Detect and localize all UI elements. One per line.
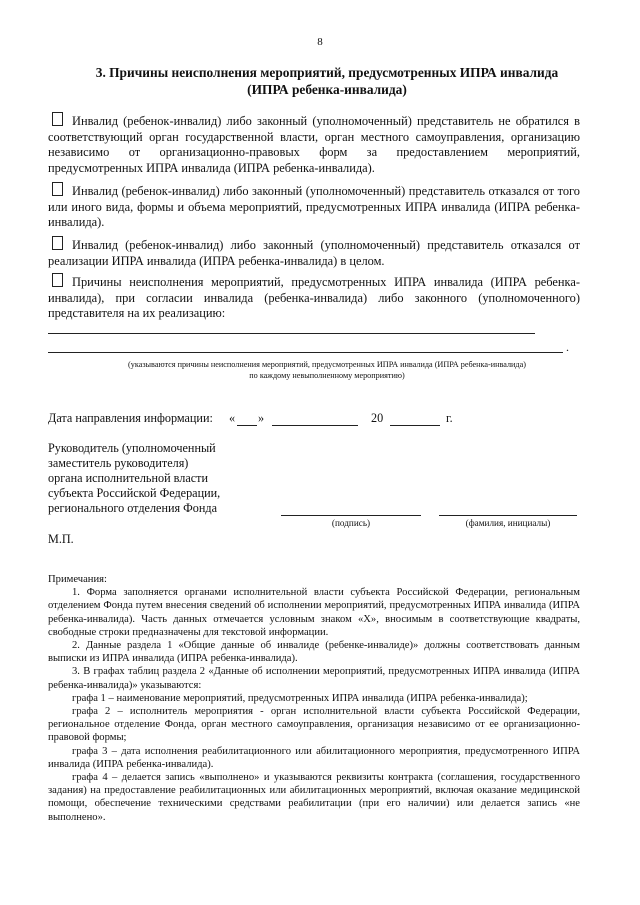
head-line: заместитель руководителя) [48,456,189,470]
page-number: 8 [317,36,323,48]
stamp-label: М.П. [48,532,74,546]
date-label: Дата направления информации: [48,411,213,425]
reasons-caption-line-1: (указываются причины неисполнения мероприятий, предусмотренных ИПРА инвалида (ИПРА ребенка-инвалида) [128,360,526,369]
section-title [40,64,614,98]
note-item: 1. Форма заполняется органами исполнительной власти субъекта Российской Федерации, региональным отделением Фонда путем внесения сведений об исполнении мероприятий, предусмотренных ИПРА инвалида (ИПРА ребенка-инвалида). Часть данных отмечается условным знаком «Х», вносимым в соответствующие квадраты, свободные строки предназначены для текстовой информации. [48,587,580,638]
note-item: графа 4 – делается запись «выполнено» и указываются реквизиты контракта (соглашения, государственного задания) на предоставление реабилитационных или абилитационных мероприятий, включая оказание медицинской помощи, обеспечение техническими средствами реабилитации (при его наличии) или делается запись «не выполнено». [48,772,580,823]
notes-title: Примечания: [48,574,107,585]
note-item: 3. В графах таблиц раздела 2 «Данные об исполнении мероприятий, предусмотренных ИПРА инвалида (ИПРА ребенка-инвалида)» указываются: [48,666,580,691]
name-field[interactable] [439,515,577,516]
reasons-line-1[interactable] [48,333,535,334]
head-line: регионального отделения Фонда [48,501,217,515]
signature-field[interactable] [281,515,421,516]
name-caption: (фамилия, инициалы) [465,518,551,528]
option-text: Инвалид (ребенок-инвалид) либо законный (уполномоченный) представитель отказался от реализации ИПРА инвалида (ИПРА ребенка-инвалида) в целом. [48,238,580,268]
option-refused-partial [48,182,580,231]
section-title-line-1: 3. Причины неисполнения мероприятий, предусмотренных ИПРА инвалида [95,65,559,80]
note-item: графа 1 – наименование мероприятий, предусмотренных ИПРА инвалида (ИПРА ребенка-инвалида); [72,692,528,704]
notes-section [48,573,580,824]
date-quote-close: » [258,411,265,425]
option-text: Причины неисполнения мероприятий, предусмотренных ИПРА инвалида (ИПРА ребенка-инвалида), при согласии инвалида (ребенка-инвалида) либо законного (уполномоченного) представителя на их реализацию: [48,275,580,320]
date-year-suffix: г. [446,411,453,425]
checkbox-refused-partial[interactable] [52,182,63,196]
head-line: субъекта Российской Федерации, [48,486,221,500]
reasons-caption [40,359,614,381]
note-item: графа 2 – исполнитель мероприятия - орган исполнительной власти субъекта Российской Федерации, региональное отделение Фонда, орган местного самоуправления, организация независимо от ее организационно-правовой формы; [48,706,580,744]
option-refused-all [48,236,580,269]
option-other-reasons [48,273,580,322]
line-end-dot: . [566,340,569,354]
date-day-field[interactable] [237,425,257,426]
signature-caption: (подпись) [331,518,371,528]
head-signatory [48,441,278,516]
date-year-prefix: 20 [371,411,384,425]
checkbox-not-applied[interactable] [52,112,63,126]
option-not-applied [48,112,580,176]
reasons-caption-line-2: по каждому невыполненному мероприятию) [249,371,405,380]
checkbox-other-reasons[interactable] [52,273,63,287]
section-title-line-2: (ИПРА ребенка-инвалида) [247,82,407,97]
option-text: Инвалид (ребенок-инвалид) либо законный (уполномоченный) представитель отказался от того или иного вида, формы и объема мероприятий, предусмотренных ИПРА инвалида (ИПРА ребенка-инвалида). [48,184,580,229]
note-item: графа 3 – дата исполнения реабилитационного или абилитационного мероприятия, предусмотренного ИПРА инвалида (ИПРА ребенка-инвалида). [48,745,580,770]
head-line: органа исполнительной власти [48,471,208,485]
option-text: Инвалид (ребенок-инвалид) либо законный (уполномоченный) представитель не обратился в соответствующий орган государственной власти, орган местного самоуправления, организацию независимо от организационно-правовых форм за предоставлением мероприятий, предусмотренных ИПРА инвалида (ИПРА ребенка-инвалида). [48,114,580,175]
date-year-field[interactable] [390,425,440,426]
reasons-line-2[interactable] [48,352,563,353]
date-quote-open: « [229,411,236,425]
head-line: Руководитель (уполномоченный [48,441,216,455]
checkbox-refused-all[interactable] [52,236,63,250]
date-month-field[interactable] [272,425,358,426]
note-item: 2. Данные раздела 1 «Общие данные об инвалиде (ребенке-инвалиде)» должны соответствовать данным выписки из ИПРА инвалида (ИПРА ребенка-инвалида). [48,640,580,665]
